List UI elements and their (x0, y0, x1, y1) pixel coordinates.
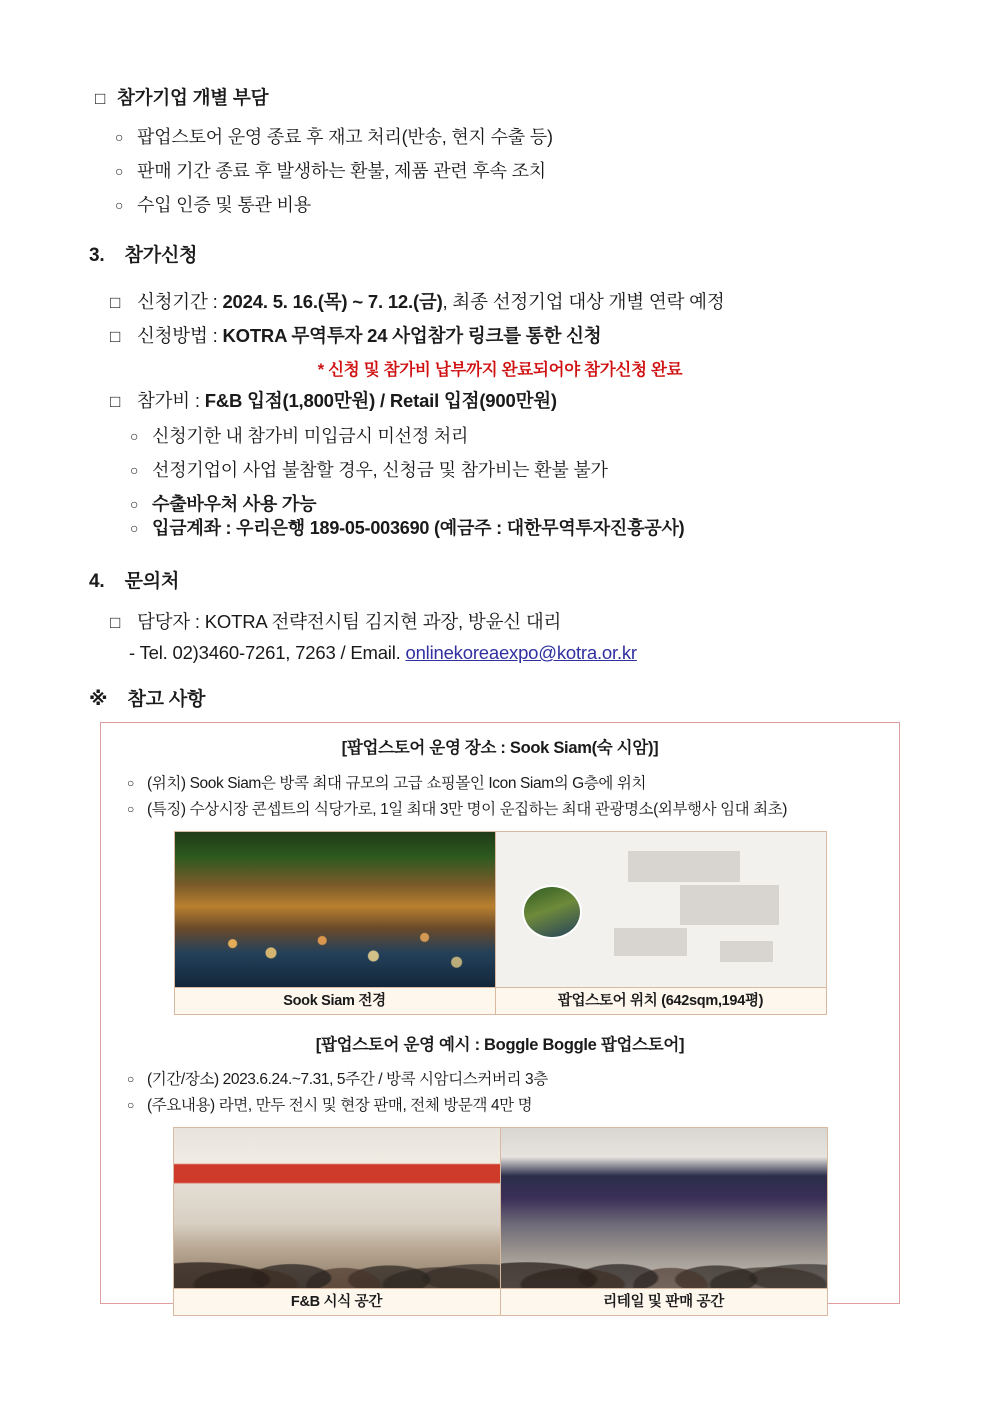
contact-tel-row (129, 642, 637, 664)
reference-box (100, 722, 900, 1310)
burden-item-1: ○ 팝업스토어 운영 종료 후 재고 처리(반송, 현지 수출 등) (115, 123, 553, 149)
apply-method-value: KOTRA 무역투자 24 사업참가 링크를 통한 신청 (222, 325, 602, 346)
image-popup-location-map (495, 832, 826, 988)
photo-retail-hall (501, 1128, 827, 1288)
caption-popup-location: 팝업스토어 위치 (642sqm,194평) (495, 988, 826, 1015)
contact-row (110, 608, 561, 634)
reference-images-top (174, 831, 827, 1015)
caption-sook-siam-view: Sook Siam 전경 (174, 988, 495, 1015)
fee-row (110, 387, 557, 413)
reference-block2-line-1: ○ (기간/장소) 2023.6.24.~7.31, 5주간 / 방콕 시암디스커버리 3층 (127, 1067, 899, 1089)
caption-retail-space: 리테일 및 판매 공간 (500, 1289, 827, 1316)
apply-period-rest: , 최종 선정기업 대상 개별 연락 예정 (442, 291, 725, 312)
burden-item-3: ○ 수입 인증 및 통관 비용 (115, 191, 311, 217)
reference-images-bottom (173, 1127, 828, 1316)
reference-block1-line-2: ○ (특징) 수상시장 콘셉트의 식당가로, 1일 최대 3만 명이 운집하는 최대 관광명소(외부행사 임대 최초) (127, 797, 899, 819)
fee-item-1: ○ 신청기한 내 참가비 미입금시 미선정 처리 (130, 422, 468, 448)
contact-value: KOTRA 전략전시팀 김지현 과장, 방윤신 대리 (204, 611, 562, 632)
photo-sook-siam-night-market (175, 832, 495, 987)
section-4-heading (89, 566, 179, 593)
burden-heading: □ 참가기업 개별 부담 (95, 84, 268, 110)
caption-fnb-space: F&B 시식 공간 (173, 1289, 500, 1316)
fee-label: 참가비 : (136, 390, 205, 411)
contact-tel: - Tel. 02)3460-7261, 7263 / Email. (129, 642, 406, 663)
contact-email-link[interactable]: onlinekoreaexpo@kotra.or.kr (405, 642, 637, 663)
reference-block1-line-1: ○ (위치) Sook Siam은 방콕 최대 규모의 고급 쇼핑몰인 Icon Siam의 G층에 위치 (127, 771, 899, 793)
fee-item-4: ○ 입금계좌 : 우리은행 189-05-003690 (예금주 : 대한무역투자진흥공사) (130, 514, 684, 540)
reference-block2-title: [팝업스토어 운영 예시 : Boggle Boggle 팝업스토어] (315, 1036, 685, 1054)
reference-block2-line-2: ○ (주요내용) 라면, 만두 전시 및 현장 판매, 전체 방문객 4만 명 (127, 1093, 899, 1115)
reference-heading (89, 684, 205, 711)
apply-note: * 신청 및 참가비 납부까지 완료되어야 참가신청 완료 (317, 361, 683, 379)
apply-method-label: 신청방법 : (136, 325, 223, 346)
reference-title: 참고 사항 (127, 689, 206, 710)
section-4-number: 4. (89, 571, 105, 592)
map-thumbnail (522, 885, 582, 939)
section-3-title: 참가신청 (124, 245, 198, 266)
section-3-number: 3. (89, 245, 105, 266)
photo-fnb-hall (174, 1128, 500, 1288)
section-3-heading (89, 240, 197, 267)
image-sook-siam-view (174, 832, 495, 988)
fee-item-3: ○ 수출바우처 사용 가능 (130, 490, 316, 516)
photo-floor-plan (496, 832, 826, 987)
apply-period-value: 2024. 5. 16.(목) ~ 7. 12.(금) (222, 291, 443, 312)
contact-label: 담당자 : (136, 611, 205, 632)
image-fnb-space (173, 1128, 500, 1289)
fee-value: F&B 입점(1,800만원) / Retail 입점(900만원) (204, 390, 557, 411)
fee-item-2: ○ 선정기업이 사업 불참할 경우, 신청금 및 참가비는 환불 불가 (130, 456, 608, 482)
apply-period-label: 신청기간 : (136, 291, 223, 312)
reference-block1-title: [팝업스토어 운영 장소 : Sook Siam(숙 시암)] (341, 739, 659, 757)
apply-method-row (110, 322, 601, 348)
reference-marker: ※ (89, 689, 108, 710)
section-4-title: 문의처 (124, 571, 180, 592)
burden-item-2: ○ 판매 기간 종료 후 발생하는 환불, 제품 관련 후속 조치 (115, 157, 546, 183)
apply-period-row (110, 288, 725, 314)
image-retail-space (500, 1128, 827, 1289)
